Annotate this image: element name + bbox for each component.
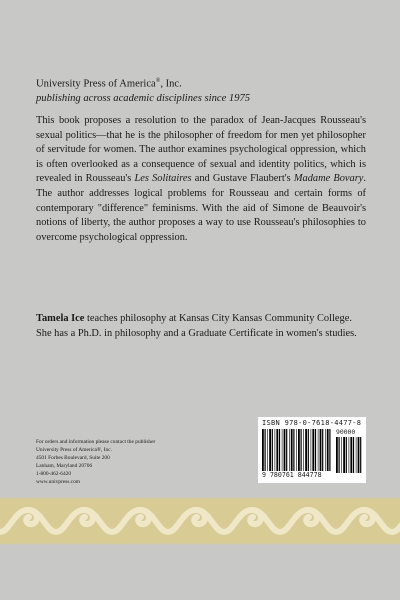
barcode-bar bbox=[269, 429, 271, 471]
book-description bbox=[36, 114, 366, 245]
contact-website: www.univpress.com bbox=[36, 479, 80, 485]
ean-number: 9 780761 844778 bbox=[262, 471, 322, 479]
contact-line: 4501 Forbes Boulevard, Suite 200 bbox=[36, 455, 110, 461]
barcode-bar bbox=[265, 429, 266, 471]
barcode-bar bbox=[350, 437, 352, 473]
barcode-bar bbox=[305, 429, 307, 471]
barcode-bar bbox=[356, 437, 357, 473]
decorative-border bbox=[0, 498, 400, 544]
contact-line: For orders and information please contact the publisher bbox=[36, 439, 156, 445]
barcode-bar bbox=[315, 429, 316, 471]
contact-line: 1-800-462-6420 bbox=[36, 471, 72, 477]
barcode-bar bbox=[311, 429, 312, 471]
description-text-1: This book proposes a resolution to the paradox of Jean-Jacques Rousseau's sexual politics—that he is the philosopher of freedom for men yet philosopher of servitude for women. The author examines psychological oppression, which is often overlooked as a consequence of sexual and identity politics, which is revealed in Rousseau's bbox=[36, 115, 366, 185]
barcode-bar bbox=[293, 429, 294, 471]
barcode-bar bbox=[320, 429, 322, 471]
contact-line: University Press of America®, Inc. bbox=[36, 447, 112, 453]
barcode-bar bbox=[286, 429, 287, 471]
publisher-name: University Press of America bbox=[36, 78, 156, 90]
barcode-bar bbox=[358, 437, 360, 473]
barcode-bar bbox=[303, 429, 304, 471]
barcode-bar bbox=[301, 429, 302, 471]
ean-barcode-bars bbox=[262, 429, 332, 471]
registered-mark: ® bbox=[155, 78, 161, 84]
barcode-bar bbox=[296, 429, 297, 471]
price-barcode-bars bbox=[336, 437, 362, 473]
author-bio-text: teaches philosophy at Kansas City Kansas Community College. She has a Ph.D. in philosophy and a Graduate Certificate in women's studies. bbox=[36, 313, 357, 339]
barcode-bar bbox=[298, 429, 300, 471]
barcode-bar bbox=[360, 437, 361, 473]
barcode-bar bbox=[279, 429, 280, 471]
barcode-bar bbox=[346, 437, 347, 473]
description-text-3: . The author addresses logical problems for Rousseau and certain forms of contemporary "difference" feminisms. With the aid of Simone de Beauvoir's notions of liberty, the author proposes a way to use Rousseau's philosophies to overcome psychological oppression. bbox=[36, 173, 366, 243]
isbn-barcode bbox=[258, 417, 366, 483]
publisher-suffix: , Inc. bbox=[160, 78, 182, 90]
publisher-contact bbox=[36, 438, 236, 486]
barcode-bar bbox=[339, 437, 340, 473]
publisher-block bbox=[36, 74, 366, 106]
barcode-bar bbox=[325, 429, 326, 471]
barcode-bar bbox=[336, 437, 338, 473]
barcode-bar bbox=[276, 429, 278, 471]
barcode-bar bbox=[349, 437, 350, 473]
barcode-bar bbox=[312, 429, 314, 471]
barcode-bar bbox=[291, 429, 293, 471]
barcode-bar bbox=[353, 437, 354, 473]
publisher-tagline: publishing across academic disciplines since 1975 bbox=[36, 92, 251, 104]
barcode-bar bbox=[275, 429, 276, 471]
barcode-bar bbox=[322, 429, 323, 471]
barcode-bar bbox=[341, 437, 342, 473]
barcode-bar bbox=[262, 429, 264, 471]
barcode-bar bbox=[308, 429, 309, 471]
barcode-bar bbox=[329, 429, 330, 471]
barcode-bar bbox=[289, 429, 290, 471]
price-code: 90000 bbox=[336, 428, 356, 436]
barcode-bar bbox=[318, 429, 319, 471]
description-text-2: and Gustave Flaubert's bbox=[191, 173, 294, 185]
barcode-bar bbox=[343, 437, 345, 473]
isbn-number: ISBN 978-0-7618-4477-8 bbox=[262, 419, 362, 427]
barcode-bar bbox=[267, 429, 268, 471]
contact-line: Lanham, Maryland 20706 bbox=[36, 463, 93, 469]
author-bio bbox=[36, 312, 366, 341]
barcode-bar bbox=[282, 429, 283, 471]
description-title-2: Madame Bovary bbox=[293, 173, 364, 185]
author-name: Tamela Ice bbox=[36, 313, 85, 324]
barcode-bar bbox=[272, 429, 273, 471]
barcode-bar bbox=[327, 429, 329, 471]
barcode-bar bbox=[284, 429, 286, 471]
description-title-1: Les Solitaires bbox=[134, 173, 192, 185]
